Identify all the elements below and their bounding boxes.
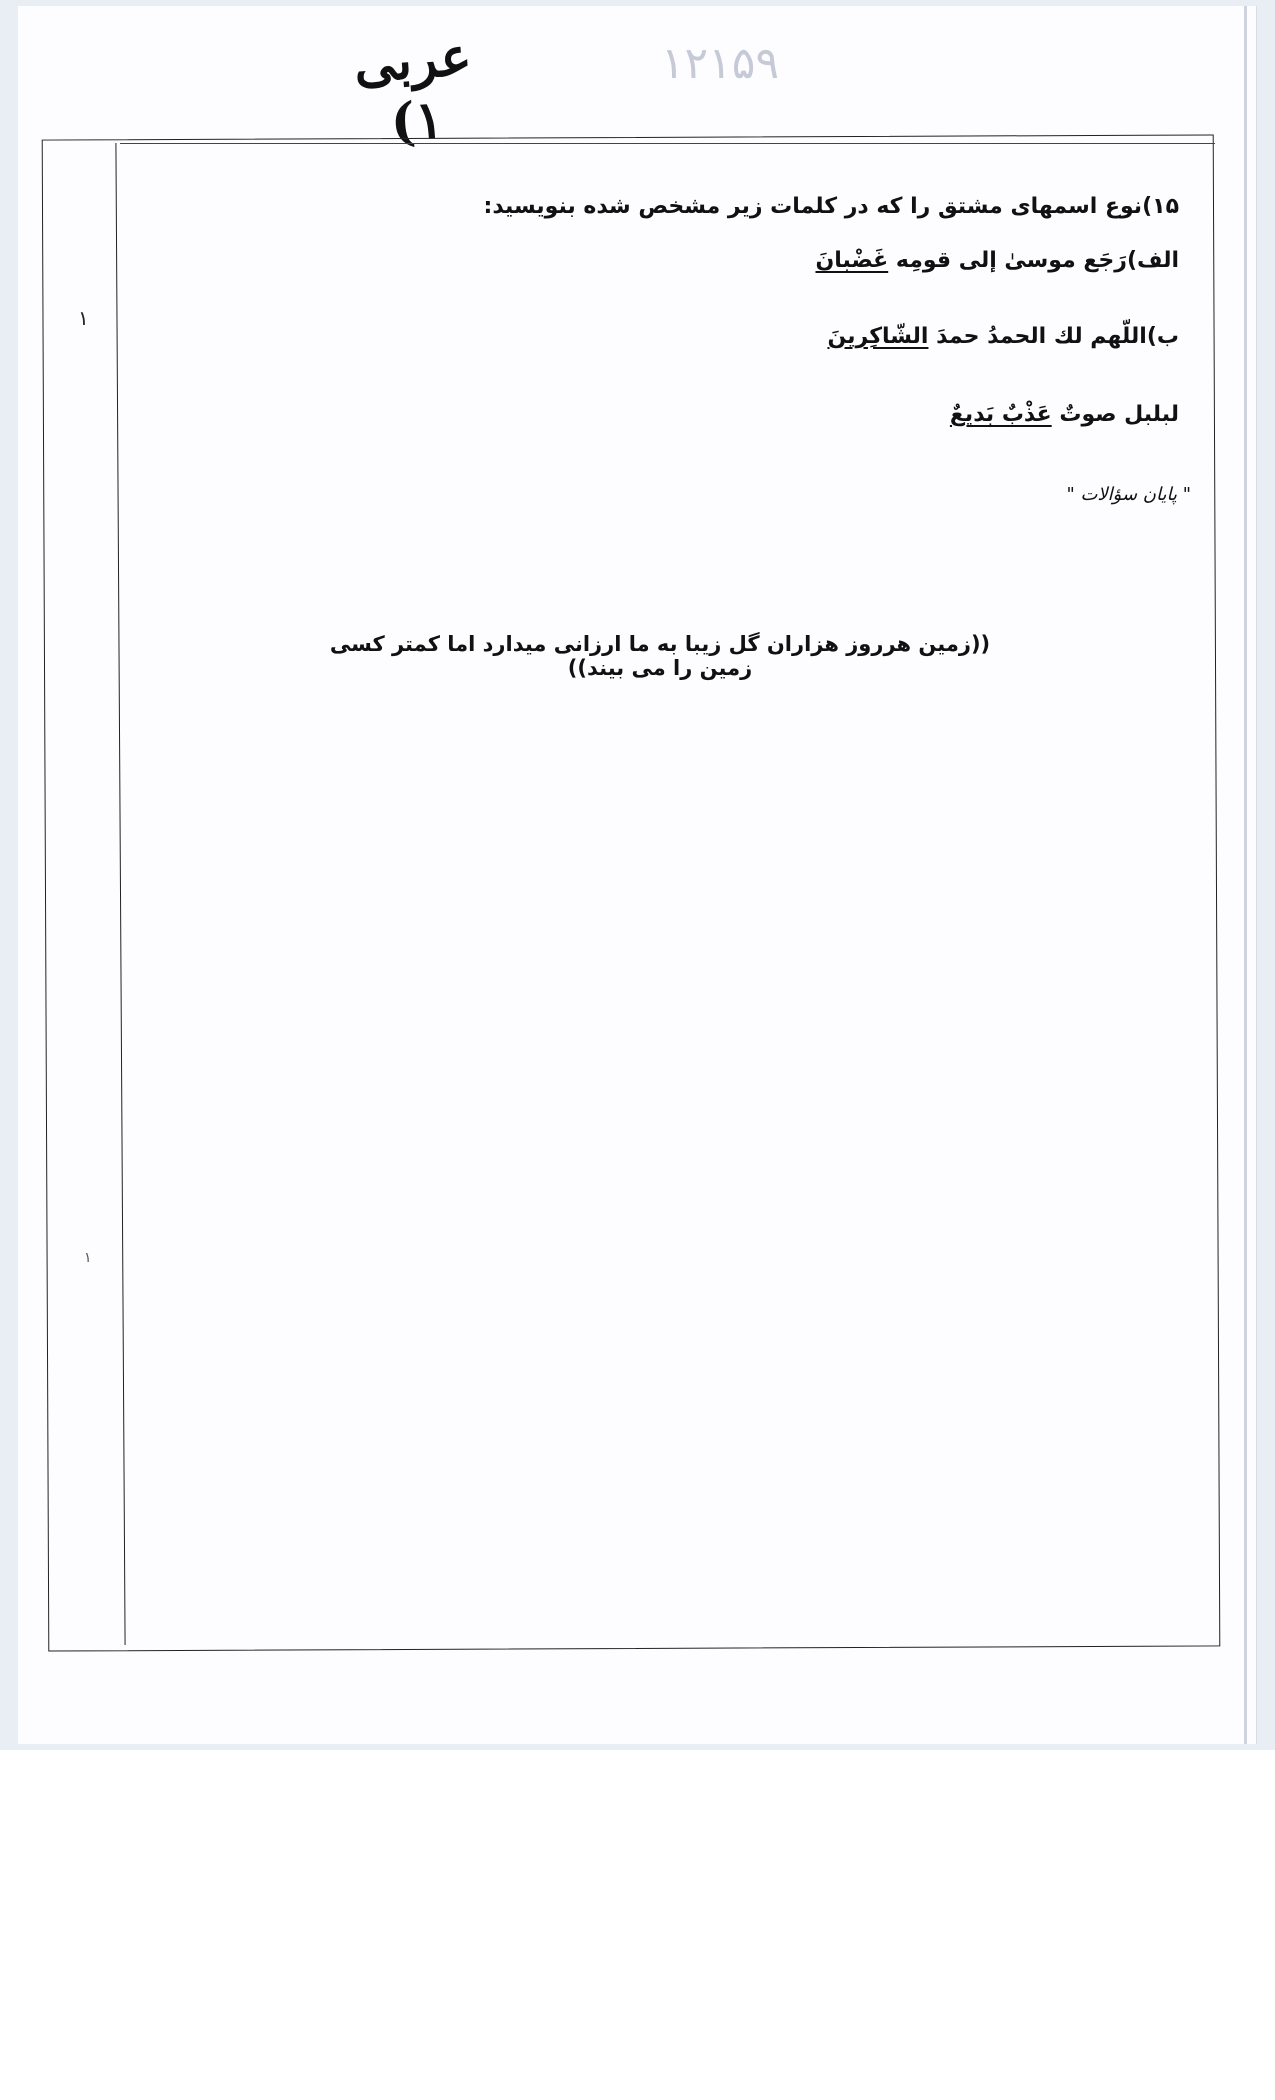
item-text: رَجَع موسىٰ إلى قومِه (888, 248, 1127, 273)
question-prompt: نوع اسمهای مشتق را که در کلمات زیر مشخص شده بنویسید: (483, 194, 1143, 219)
question-heading (479, 194, 1179, 219)
item-underlined-word: عَذْبٌ بَديعٌ (949, 402, 1052, 427)
item-text: لبلبل صوتٌ (1051, 402, 1179, 427)
score-mark: ۱ (78, 306, 89, 330)
item-underlined-word: غَضْبانَ (815, 248, 889, 273)
item-prefix: الف) (1126, 248, 1179, 273)
question-item-c (579, 402, 1179, 427)
end-of-questions-note: " پایان سؤالات " (1066, 484, 1191, 505)
faint-handwritten-code: ۱۲۱۵۹ (660, 38, 780, 89)
item-underlined-word: الشّاكِرينَ (827, 324, 929, 349)
exam-frame (42, 134, 1221, 1651)
item-prefix: ب) (1146, 324, 1179, 349)
item-text: اللّهم لك الحمدُ حمدَ (928, 324, 1147, 349)
question-item-a (579, 248, 1179, 273)
question-item-b (579, 324, 1179, 349)
closing-quote: ((زمین هرروز هزاران گل زیبا به ما ارزانی میدارد اما کمتر کسی زمین را می بیند)) (329, 632, 991, 680)
question-number: ۱۵) (1142, 194, 1179, 219)
handwritten-title: عربی ۱) (351, 25, 474, 154)
faint-score-mark: ۱ (84, 1250, 92, 1266)
exam-frame-top-rule (120, 143, 1215, 144)
scan-edge-shadow (1244, 6, 1247, 1744)
